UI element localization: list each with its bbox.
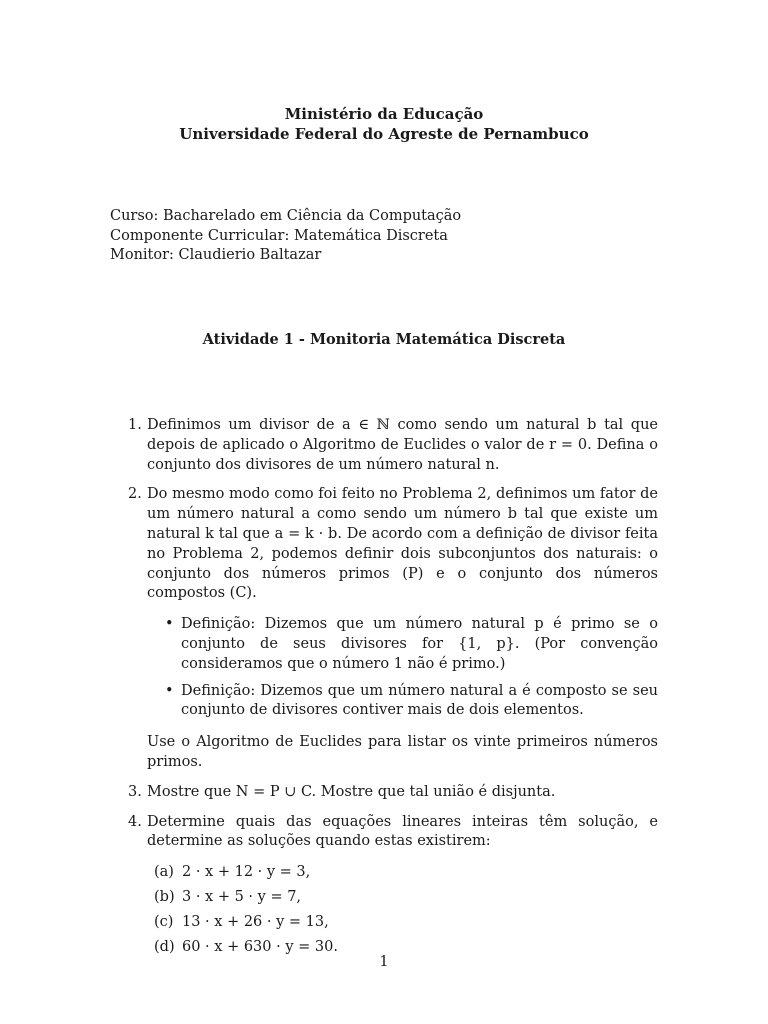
problem-list <box>110 416 658 967</box>
equation-label: (a) <box>154 864 174 881</box>
problem-text: Mostre que N = P ∪ C. Mostre que tal união é disjunta. <box>147 783 556 800</box>
course-info <box>110 207 461 266</box>
equation-text: 3 · x + 5 · y = 7, <box>182 888 302 905</box>
problem-text: Determine quais das equações lineares inteiras têm solução, e determine as soluções quando estas existirem: <box>147 813 658 850</box>
definition-text: Definição: Dizemos que um número natural p é primo se o conjunto de seus divisores for {1, p}. (Por convenção consideramos que o número 1 não é primo.) <box>181 616 658 672</box>
problem-text: Do mesmo modo como foi feito no Problema 2, definimos um fator de um número natural a como sendo um número b tal que existe um natural k tal que a = k · b. De acordo com a definição de divisor feita no Problema 2, podemos definir dois subconjuntos dos naturais: o conjunto dos números primos (P) e o conjunto dos números compostos (C). <box>147 486 658 602</box>
equation-item <box>147 913 658 933</box>
definition-item <box>147 682 658 722</box>
equation-label: (d) <box>154 938 175 955</box>
equation-label: (b) <box>154 888 175 905</box>
problem-closing: Use o Algoritmo de Euclides para listar os vinte primeiros números primos. <box>147 734 658 770</box>
university-name: Universidade Federal do Agreste de Pernambuco <box>179 125 589 143</box>
problem-number: 4. <box>128 813 142 830</box>
problem-number: 3. <box>128 783 142 800</box>
equation-text: 13 · x + 26 · y = 13, <box>182 913 329 930</box>
equation-label: (c) <box>154 913 174 930</box>
problem-text: Definimos um divisor de a ∈ ℕ como sendo um natural b tal que depois de aplicado o Algoritmo de Euclides o valor de r = 0. Defina o conjunto dos divisores de um número natural n. <box>147 417 658 473</box>
problem-2 <box>110 485 658 772</box>
problem-number: 2. <box>128 486 142 503</box>
equation-text: 2 · x + 12 · y = 3, <box>182 864 311 881</box>
monitor-line: Monitor: Claudierio Baltazar <box>110 247 322 263</box>
problem-number: 1. <box>128 417 142 433</box>
page-number: 1 <box>379 954 389 970</box>
problem-3 <box>110 783 658 803</box>
definition-item <box>147 615 658 674</box>
equation-text: 60 · x + 630 · y = 30. <box>182 938 338 955</box>
institution-header <box>0 104 768 144</box>
equation-list <box>147 863 658 957</box>
problem-1 <box>110 416 658 475</box>
ministry-name: Ministério da Educação <box>284 105 484 123</box>
bullet-icon: • <box>165 682 174 699</box>
activity-title: Atividade 1 - Monitoria Matemática Discreta <box>202 331 566 348</box>
course-line: Curso: Bacharelado em Ciência da Computação <box>110 208 462 224</box>
component-line: Componente Curricular: Matemática Discreta <box>110 227 448 244</box>
equation-item <box>147 888 658 908</box>
bullet-icon: • <box>165 616 174 633</box>
equation-item <box>147 863 658 883</box>
definition-text: Definição: Dizemos que um número natural a é composto se seu conjunto de divisores contiver mais de dois elementos. <box>181 682 658 719</box>
problem-4 <box>110 813 658 958</box>
definition-list <box>147 615 658 721</box>
